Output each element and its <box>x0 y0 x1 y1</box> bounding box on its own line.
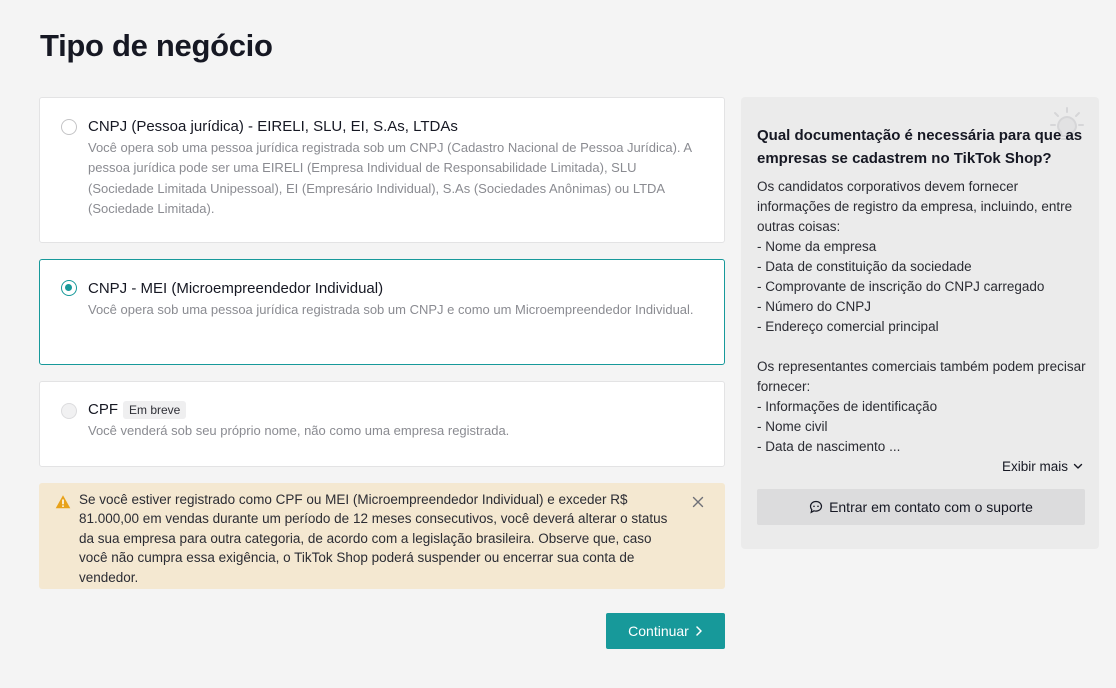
list-item: - Endereço comercial principal <box>757 319 939 334</box>
list-item: - Nome da empresa <box>757 239 877 254</box>
radio-cnpj[interactable] <box>61 119 77 135</box>
business-type-option-cnpj[interactable] <box>39 97 725 243</box>
spacer <box>757 337 1087 357</box>
option-title <box>88 279 702 299</box>
close-icon[interactable] <box>691 495 705 509</box>
option-title-text: CPF <box>88 401 118 418</box>
page-title: Tipo de negócio <box>40 28 273 63</box>
option-description: Você opera sob uma pessoa jurídica registrada sob um CNPJ e como um Microempreendedor Individual. <box>88 302 694 317</box>
sidebar-intro: Os candidatos corporativos devem fornecer informações de registro da empresa, incluindo, entre outras coisas: <box>757 179 1073 234</box>
radio-mei[interactable] <box>61 280 77 296</box>
radio-cpf <box>61 403 77 419</box>
option-body <box>88 279 702 320</box>
list-item: - Data de constituição da sociedade <box>757 259 972 274</box>
option-title-text: CNPJ - MEI (Microempreendedor Individual) <box>88 280 384 297</box>
continue-button[interactable] <box>606 613 725 649</box>
contact-support-button[interactable] <box>757 489 1085 525</box>
sidebar-reps-intro: Os representantes comerciais também podem precisar fornecer: <box>757 359 1086 394</box>
option-title <box>88 117 702 137</box>
chevron-right-icon <box>695 625 703 637</box>
option-description: Você venderá sob seu próprio nome, não como uma empresa registrada. <box>88 423 510 438</box>
list-item: - Comprovante de inscrição do CNPJ carregado <box>757 279 1045 294</box>
list-item: - Nome civil <box>757 419 828 434</box>
business-type-option-mei[interactable] <box>39 259 725 365</box>
sidebar-content <box>757 177 1087 457</box>
show-more-link[interactable] <box>1002 459 1083 474</box>
sidebar-title: Qual documentação é necessária para que as empresas se cadastrem no TikTok Shop? <box>757 127 1083 167</box>
chat-icon <box>809 500 823 514</box>
option-title <box>88 400 702 420</box>
help-sidebar <box>741 97 1099 549</box>
option-description: Você opera sob uma pessoa jurídica registrada sob um CNPJ (Cadastro Nacional de Pessoa Jurídica). A pessoa jurídica pode ser uma EIRELI (Empresa Individual de Responsabilidade Limitada), SLU (Sociedade Limitada Unipessoal), EI (Empresário Individual), S.As (Sociedades Anônimas) ou LTDA (Sociedade Limitada). <box>88 140 692 216</box>
continue-label: Continuar <box>628 623 689 639</box>
option-title-text: CNPJ (Pessoa jurídica) - EIRELI, SLU, EI, S.As, LTDAs <box>88 118 458 135</box>
alert-text: Se você estiver registrado como CPF ou MEI (Microempreendedor Individual) e exceder R$ 81.000,00 em vendas durante um período de 12 meses consecutivos, você deverá alterar o status da sua empresa para outra categoria, de acordo com a legislação brasileira. Observe que, caso você não cumpra essa exigência, o TikTok Shop poderá suspender ou encerrar sua conta de vendedor. <box>79 492 668 585</box>
option-body <box>88 117 702 219</box>
option-body <box>88 400 702 441</box>
list-item: - Número do CNPJ <box>757 299 872 314</box>
chevron-down-icon <box>1073 463 1083 470</box>
support-label: Entrar em contato com o suporte <box>829 499 1033 515</box>
coming-soon-badge: Em breve <box>123 401 186 419</box>
business-type-option-cpf <box>39 381 725 467</box>
sales-limit-alert <box>39 483 725 589</box>
list-item: - Data de nascimento ... <box>757 439 901 454</box>
list-item: - Informações de identificação <box>757 399 938 414</box>
show-more-label: Exibir mais <box>1001 459 1068 474</box>
warning-icon <box>55 494 71 510</box>
